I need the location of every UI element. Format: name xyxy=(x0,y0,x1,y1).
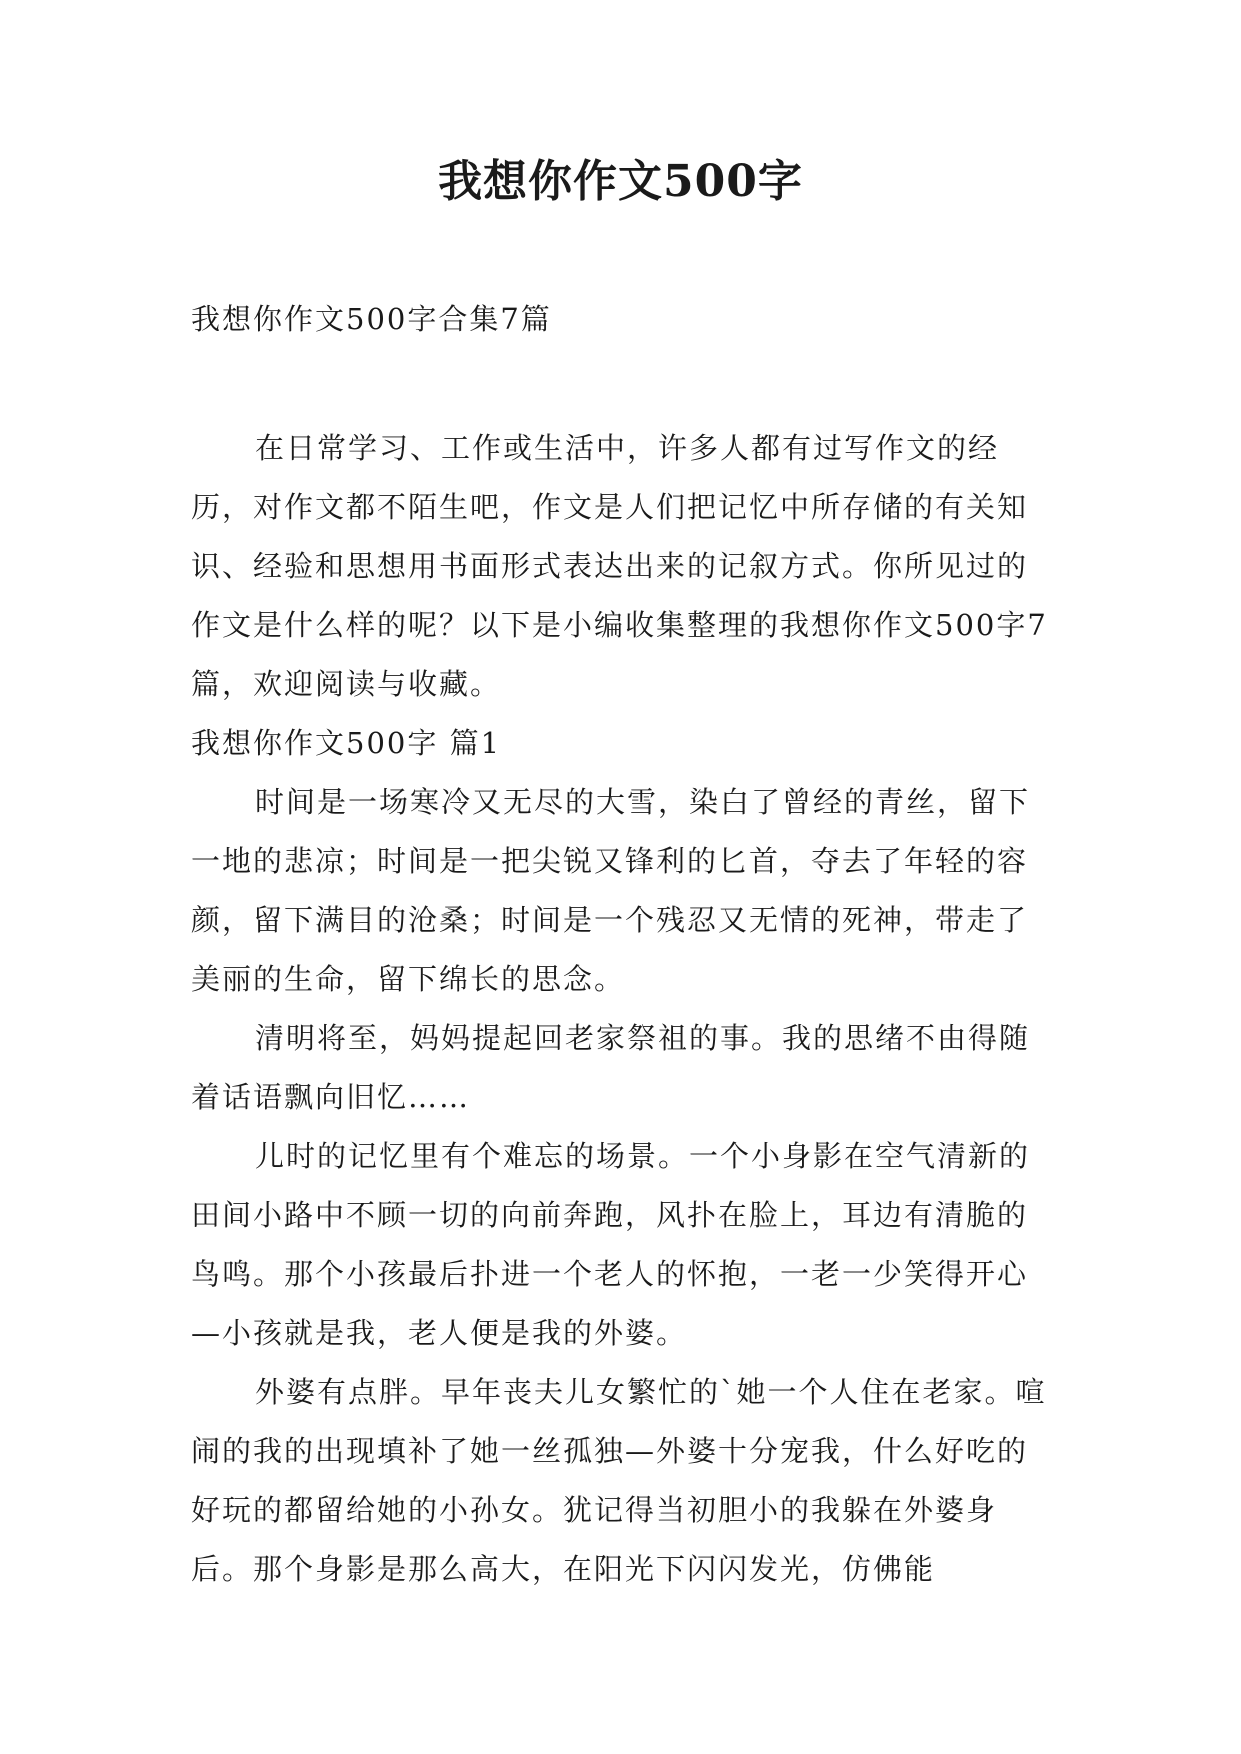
body-paragraph: 清明将至，妈妈提起回老家祭祖的事。我的思绪不由得随着话语飘向旧忆…… xyxy=(191,1021,1031,1114)
document-title: 我想你作文500字 xyxy=(438,156,803,207)
document-subtitle: 我想你作文500字合集7篇 xyxy=(191,302,552,336)
body-paragraph: 外婆有点胖。早年丧夫儿女繁忙的`她一个人住在老家。喧闹的我的出现填补了她一丝孤独—外婆十分宠我，什么好吃的好玩的都留给她的小孙女。犹记得当初胆小的我躲在外婆身后。那个身影是那么高大，在阳光下闪闪发光，仿佛能 xyxy=(191,1375,1047,1586)
body-paragraph: 儿时的记忆里有个难忘的场景。一个小身影在空气清新的田间小路中不顾一切的向前奔跑，风扑在脸上，耳边有清脆的鸟鸣。那个小孩最后扑进一个老人的怀抱，一老一少笑得开心—小孩就是我，老人便是我的外婆。 xyxy=(191,1139,1031,1350)
document-body xyxy=(191,290,1051,1599)
section-heading: 我想你作文500字 篇1 xyxy=(191,726,502,760)
intro-paragraph: 在日常学习、工作或生活中，许多人都有过写作文的经历，对作文都不陌生吧，作文是人们把记忆中所存储的有关知识、经验和思想用书面形式表达出来的记叙方式。你所见过的作文是什么样的呢？以下是小编收集整理的我想你作文500字7篇，欢迎阅读与收藏。 xyxy=(191,431,1048,701)
body-paragraph: 时间是一场寒冷又无尽的大雪，染白了曾经的青丝，留下一地的悲凉；时间是一把尖锐又锋利的匕首，夺去了年轻的容颜，留下满目的沧桑；时间是一个残忍又无情的死神，带走了美丽的生命，留下绵长的思念。 xyxy=(191,785,1031,996)
